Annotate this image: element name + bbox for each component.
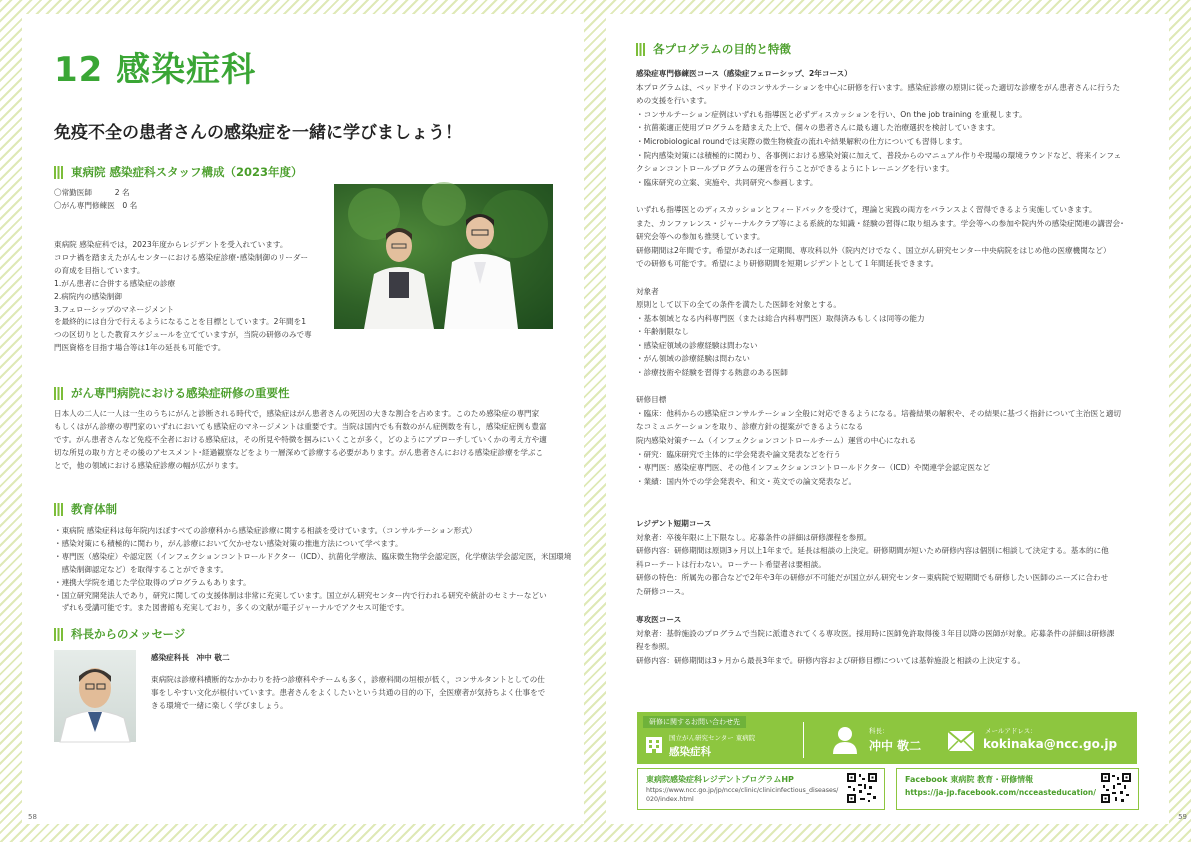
staff-count-line: 〇がん専門修練医 0 名 bbox=[54, 200, 138, 210]
text-line: 研修期間は2年間です。希望があれば一定期間、専攻科以外（院内だけでなく、国立がん研究センター中央病院をはじめ他の医療機関など） bbox=[636, 245, 1111, 255]
chapter-title: 12 感染症科 bbox=[54, 50, 257, 90]
text-line: 本プログラムは、ベッドサイドのコンサルテーションを中心に研修を行います。感染症診療の原則に従った適切な診療をがん患者さんに行うた bbox=[636, 82, 1121, 92]
text-line: とで，他の領域における感染症診療の幅が広がります。 bbox=[54, 460, 244, 470]
text-line: 研修目標 bbox=[636, 395, 667, 405]
text-line: 研修内容：研修期間は原則3ヶ月以上1年まで。延長は相談の上決定。研修期間が短いため研修内容は個別に相談して決定する。基本的に他 bbox=[636, 546, 1109, 556]
section-heading-staff bbox=[54, 164, 303, 180]
resident-course-title: レジデント短期コース bbox=[636, 519, 712, 528]
text-line: ・コンサルテーション症例はいずれも指導医と必ずディスカッションを行い、On the job training を重視します。 bbox=[636, 109, 1027, 119]
link-url[interactable] bbox=[905, 789, 1096, 798]
education-heading-text: 教育体制 bbox=[71, 502, 117, 516]
text-line: 事をしやすい文化が根付いています。患者さんをよくしたいという共通の目的の下，全医療者が気持ちよく仕事をで bbox=[151, 687, 546, 697]
heading-bar-icon bbox=[54, 503, 64, 516]
text-line: 科ローテートは行わない。ローテート希望者は要相談。 bbox=[636, 559, 826, 569]
text-line: 日本人の二人に一人は一生のうちにがんと診断される時代で，感染症はがん患者さんの死因の大きな割合を占めます。このため感染症の専門家 bbox=[54, 409, 540, 418]
text-line: ・がん領域の診療経験は問わない bbox=[636, 354, 750, 364]
text-line: ・専門医（感染症）や認定医（インフェクションコントロールドクター（ICD）、抗菌化学療法、臨床微生物学会認定医，化学療法学会認定医，米国環境 bbox=[54, 551, 572, 561]
heading-bar-icon bbox=[54, 166, 64, 179]
text-line: また、カンファレンス・ジャーナルクラブ等による系統的な知識・経験の習得に取り組みます。学会等への参加や院内外の感染症関連の講習会･ bbox=[636, 218, 1124, 228]
text-line: 研修内容：研修期間は3ヶ月から最長3年まで。研修内容および研修目標については基幹施設と相談の上決定する。 bbox=[636, 655, 1026, 665]
programs-heading-text: 各プログラムの目的と特徴 bbox=[653, 42, 791, 56]
text-line: ・臨床：他科からの感染症コンサルテーション全般に対応できるようになる。培養結果の解釈や、その結果に基づく指針について主治医と適切 bbox=[636, 408, 1122, 418]
message-heading-text: 科長からのメッセージ bbox=[71, 627, 186, 641]
staff-photo bbox=[334, 184, 553, 329]
text-line: ・感染対策にも積極的に関わり，がん診療において欠かせない感染対策の推進方法について学べます。 bbox=[54, 538, 403, 548]
contact-email-label: メールアドレス： bbox=[985, 727, 1037, 735]
text-line: 対象者 bbox=[636, 286, 659, 296]
mail-icon bbox=[947, 730, 975, 752]
text-line: 対象者：卒後年限に上下限なし。応募条件の詳細は研修課程を参照。 bbox=[636, 532, 872, 542]
text-line: つの区切りとした教育スケジュールを立てていますが，当院の研修のみで専 bbox=[54, 330, 312, 340]
text-line: もしくはがん診療の専門家のいずれにおいても感染症のマネージメントは重要です。当院は国内でも有数のがん症例数を有し，感染症症例も豊富 bbox=[54, 421, 547, 431]
text-line: 程を参照。 bbox=[636, 642, 674, 652]
message-body bbox=[151, 674, 545, 713]
staff-count-line: 〇常勤医師 2 名 bbox=[54, 188, 130, 197]
text-line: いずれも指導医とのディスカッションとフィードバックを受けて，理論と実践の両方をバランスよく習得できるよう実施していきます。 bbox=[636, 204, 1097, 214]
text-line: きる環境で一緒に楽しく学びましょう。 bbox=[151, 700, 288, 710]
text-line: 対象者：基幹施設のプログラムで当院に派遣されてくる専攻医。採用時に医師免許取得後３年目以降の医師が対象。応募条件の詳細は研修課 bbox=[636, 628, 1115, 638]
text-line: です。がん患者さんなど免疫不全者における感染症は，その所見や特徴を掴みにいくことが多く，どのようにアプローチしていくかの考え方や適 bbox=[54, 434, 547, 444]
url-line: https://ja-jp.facebook.com/ncceasteducation/ bbox=[905, 788, 1096, 797]
contact-person-name: 冲中 敬二 bbox=[869, 739, 922, 753]
text-line: ・基本領域となる内科専門医（または総合内科専門医）取得済みもしくは同等の能力 bbox=[636, 313, 925, 323]
text-line: 切な所見の取り方とその後のアセスメント･経過観察などをより一層深めて診療する必要があります。がん患者さんにおける感染症診療を学ぶこ bbox=[54, 447, 544, 457]
text-line: 感染制御認定など）を取得することができます。 bbox=[54, 564, 229, 574]
person-icon bbox=[833, 726, 857, 754]
section-heading-message bbox=[54, 626, 185, 642]
text-line: 門医資格を目指す場合等は1年の延長も可能です。 bbox=[54, 343, 226, 353]
text-line: での研修も可能です。希望により研修期間を短期レジデントとして１年間延長できます。 bbox=[636, 259, 939, 269]
text-line: 2.病院内の感染制御 bbox=[54, 291, 122, 301]
facebook-link[interactable] bbox=[896, 768, 1139, 810]
text-line: の育成を目指しています。 bbox=[54, 265, 145, 275]
text-line: 1.がん患者に合併する感染症の診療 bbox=[54, 278, 176, 288]
specialty-course-title: 専攻医コース bbox=[636, 615, 682, 624]
text-line: 研究会等への参加も推奨しています。 bbox=[636, 232, 765, 242]
link-url[interactable] bbox=[646, 787, 838, 804]
page-number-left: 58 bbox=[28, 813, 37, 821]
heading-bar-icon bbox=[54, 387, 64, 400]
url-line: 020/index.html bbox=[646, 795, 694, 803]
chief-signature: 感染症科長 冲中 敬二 bbox=[151, 653, 230, 662]
text-line: ・院内感染対策には積極的に関わり、各事例における感染対策に加えて、普段からのマニュアル作りや現場の環境ラウンドなど、将来インフェ bbox=[636, 150, 1122, 160]
heading-bar-icon bbox=[54, 628, 64, 641]
page-number-right: 59 bbox=[1178, 813, 1187, 821]
left-page bbox=[22, 14, 584, 824]
link-title: Facebook 東病院 教育・研修情報 bbox=[905, 775, 1034, 784]
fellow-course-title: 感染症専門修練医コース（感染症フェローシップ、2年コース） bbox=[636, 69, 852, 78]
lead-heading: 免疫不全の患者さんの感染症を一緒に学びましょう！ bbox=[54, 123, 462, 143]
resident-course bbox=[636, 517, 1109, 599]
text-line: ・東病院 感染症科は毎年院内ほぼすべての診療科から感染症診療に関する相談を受けています。（コンサルテーション形式） bbox=[54, 526, 477, 535]
text-line: ・年齢制限なし bbox=[636, 327, 690, 337]
chief-photo-illustration bbox=[54, 650, 136, 742]
text-line: ・連携大学院を通じた学位取得のプログラムもあります。 bbox=[54, 577, 251, 587]
fellow-course bbox=[636, 67, 1124, 488]
text-line: クションコントロールプログラムの運営を行うことができるようにトレーニングを行います。 bbox=[636, 164, 954, 174]
importance-body bbox=[54, 408, 547, 473]
contact-divider bbox=[803, 722, 804, 758]
qr-code-icon bbox=[846, 772, 878, 804]
text-line: ・診療技術や経験を習得する熱意のある医師 bbox=[636, 368, 788, 378]
text-line: 3.フェローシップのマネージメント bbox=[54, 304, 175, 314]
section-heading-education bbox=[54, 501, 117, 517]
education-body bbox=[54, 525, 571, 615]
contact-box bbox=[637, 712, 1137, 764]
text-line: ・臨床研究の立案、実施や、共同研究へ参画します。 bbox=[636, 177, 818, 187]
text-line: なコミュニケーションを取り、診療方針の提案ができるようになる bbox=[636, 422, 864, 432]
text-line: 原則として以下の全ての条件を満たした医師を対象とする。 bbox=[636, 300, 842, 310]
text-line: ・研究：臨床研究で主体的に学会発表や論文発表などを行う bbox=[636, 449, 842, 459]
specialty-course bbox=[636, 613, 1114, 667]
url-line: https://www.ncc.go.jp/jp/ncce/clinic/clinicinfectious_diseases/ bbox=[646, 787, 839, 794]
text-line: ・国立研究開発法人であり，研究に関しての支援体制は非常に充実しています。国立がん研究センター内で行われる研究や統計のセミナーなどい bbox=[54, 590, 547, 600]
section-heading-programs bbox=[636, 41, 791, 57]
text-line: ずれも受講可能です。また図書館も充実しており，多くの文献が電子ジャーナルでアクセス可能です。 bbox=[54, 603, 409, 613]
contact-person-label: 科長： bbox=[869, 727, 889, 735]
text-line: めの支援を行います。 bbox=[636, 96, 712, 106]
text-line: 研修の特色：所属先の都合などで2年や3年の研修が不可能だが国立がん研究センター東病院で短期間でも研修したい医師のニーズに合わせ bbox=[636, 573, 1109, 583]
text-line: た研修コース。 bbox=[636, 586, 690, 596]
text-line: ・抗菌薬適正使用プログラムを踏まえた上で、個々の患者さんに最も適した治療選択を検討していきます。 bbox=[636, 123, 1000, 133]
contact-tag: 研修に関するお問い合わせ先 bbox=[643, 716, 746, 728]
text-line: 東病院 感染症科では，2023年度からレジデントを受入れています。 bbox=[54, 240, 288, 249]
link-title: 東病院感染症科レジデントプログラムHP bbox=[646, 775, 794, 784]
contact-email[interactable]: kokinaka@ncc.go.jp bbox=[983, 737, 1118, 751]
text-line: ・感染症領域の診療経験は問わない bbox=[636, 340, 758, 350]
resident-program-link[interactable] bbox=[637, 768, 885, 810]
text-line: 東病院は診療科横断的なかかわりを持つ診療科やチームも多く，診療科間の垣根が低く，コンサルタントとしての仕 bbox=[151, 675, 545, 684]
staff-heading-text: 東病院 感染症科スタッフ構成（2023年度） bbox=[71, 165, 303, 179]
text-line: 院内感染対策チーム（インフェクションコントロールチーム）運営の中心になれる bbox=[636, 436, 917, 446]
text-line: ・専門医：感染症専門医、その他インフェクションコントロールドクター（ICD）や関連学会認定医など bbox=[636, 463, 991, 473]
right-page bbox=[606, 14, 1187, 824]
text-line: コロナ禍を踏まえたがんセンターにおける感染症診療･感染制御のリーダー bbox=[54, 252, 309, 262]
text-line: を最終的には自分で行えるようになることを目標としています。2年間を1 bbox=[54, 317, 307, 327]
building-icon bbox=[645, 733, 663, 753]
heading-bar-icon bbox=[636, 43, 646, 56]
contact-department: 感染症科 bbox=[669, 746, 711, 758]
importance-heading-text: がん専門病院における感染症研修の重要性 bbox=[71, 386, 290, 400]
staff-body bbox=[54, 239, 312, 355]
text-line: ・業績：国内外での学会発表や、和文・英文での論文発表など。 bbox=[636, 476, 857, 486]
qr-code-icon bbox=[1100, 772, 1132, 804]
section-heading-importance bbox=[54, 385, 290, 401]
text-line: ・Microbiological roundでは実際の微生物検査の流れや結果解釈の仕方についても習得します。 bbox=[636, 136, 967, 146]
chief-photo bbox=[54, 650, 136, 742]
contact-institution: 国立がん研究センター 東病院 bbox=[669, 734, 756, 742]
staff-counts bbox=[54, 187, 137, 213]
staff-photo-illustration bbox=[334, 184, 553, 329]
